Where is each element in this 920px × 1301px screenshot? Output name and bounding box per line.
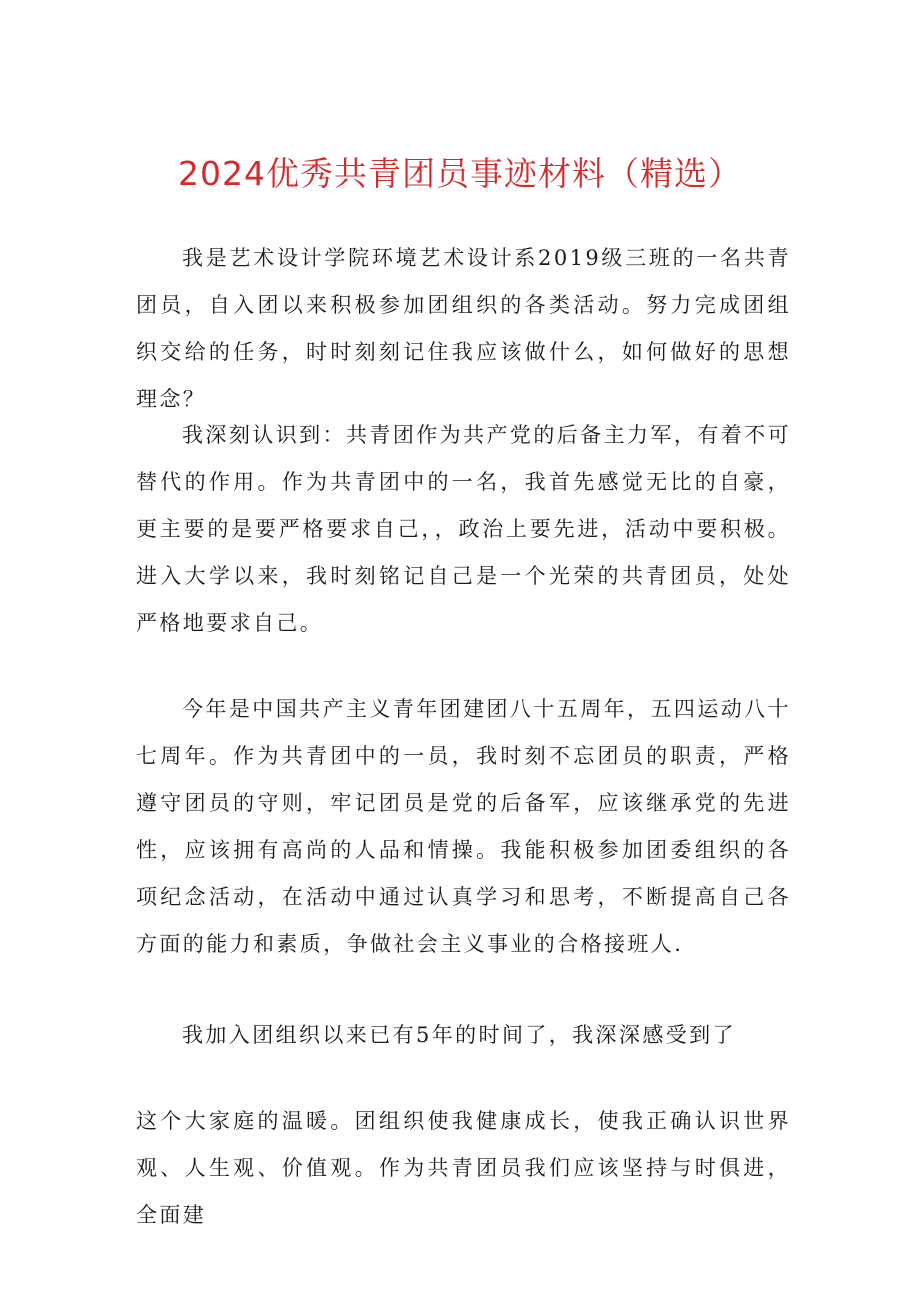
document-title: 2024优秀共青团员事迹材料（精选）	[178, 154, 742, 193]
paragraph-1: 我是艺术设计学院环境艺术设计系2019级三班的一名共青团员，自入团以来积极参加团组织的各类活动。努力完成团组织交给的任务，时时刻刻记住我应该做什么，如何做好的思想理念？	[136, 246, 791, 411]
paragraph-4: 我加入团组织以来已有5年的时间了，我深深感受到了	[182, 1023, 736, 1047]
paragraph-2: 我深刻认识到：共青团作为共产党的后备主力军，有着不可替代的作用。作为共青团中的一名，我首先感觉无比的自豪，更主要的是要严格要求自己，，政治上要先进，活动中要积极。进入大学以来，我时刻铭记自己是一个光荣的共青团员，处处严格地要求自己。	[136, 423, 791, 635]
paragraph-3: 今年是中国共产主义青年团建团八十五周年，五四运动八十七周年。作为共青团中的一员，我时刻不忘团员的职责，严格遵守团员的守则，牢记团员是党的后备军，应该继承党的先进性，应该拥有高尚的人品和情操。我能积极参加团委组织的各项纪念活动，在活动中通过认真学习和思考，不断提高自己各方面的能力和素质，争做社会主义事业的合格接班人.	[136, 697, 791, 956]
paragraph-5: 这个大家庭的温暖。团组织使我健康成长，使我正确认识世界观、人生观、价值观。作为共青团员我们应该坚持与时俱进，全面建	[136, 1109, 791, 1227]
